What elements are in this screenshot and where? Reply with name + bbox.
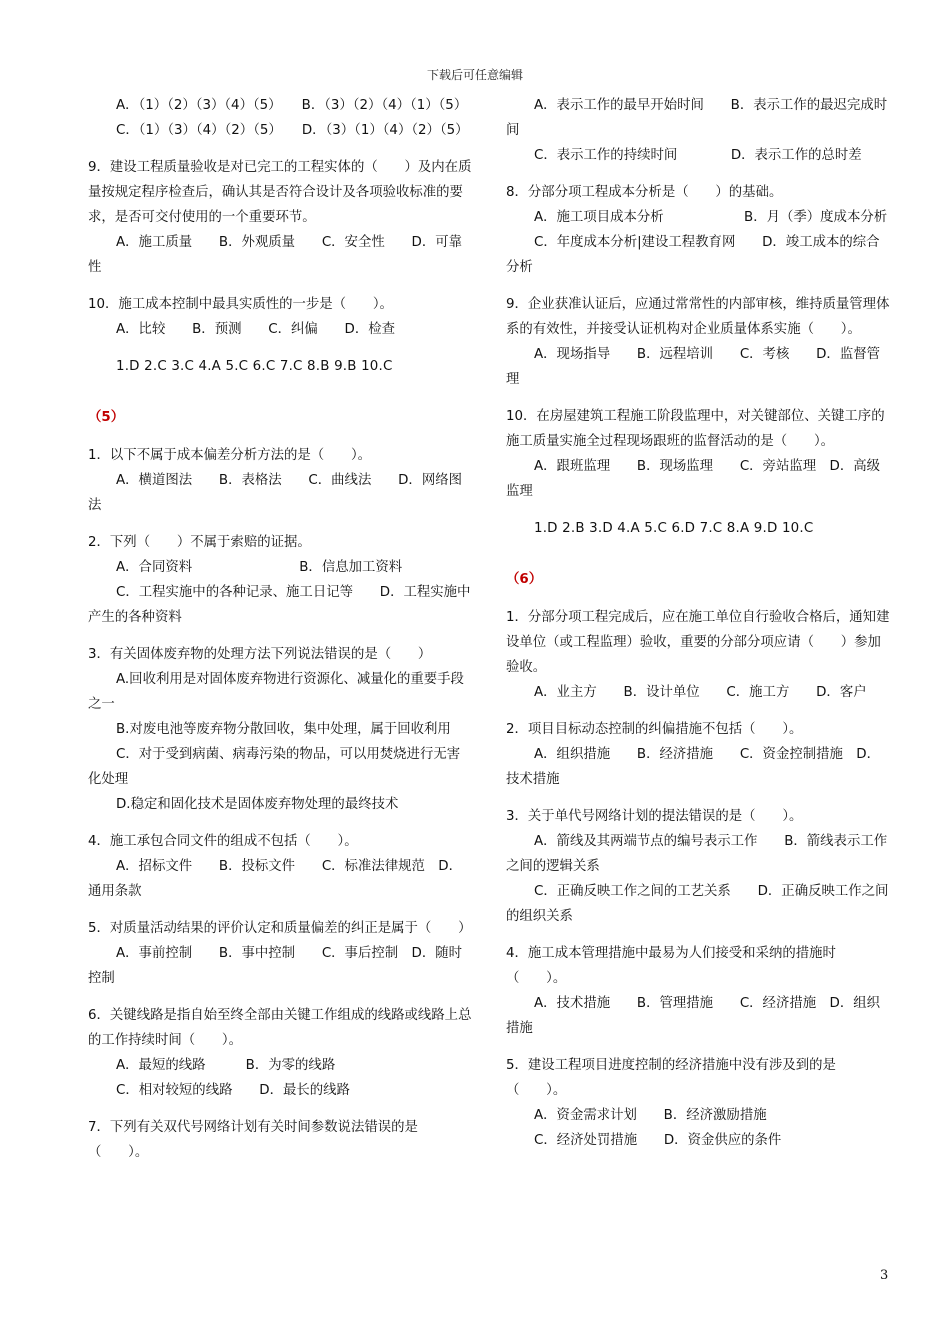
option-line: A．施工项目成本分析 B．月（季）度成本分析 <box>534 210 888 225</box>
option-line: A．表示工作的最早开始时间 B．表示工作的最迟完成时间 <box>506 98 888 138</box>
option-line: A．招标文件 B．投标文件 C．标准法律规范 D．通用条款 <box>88 859 462 900</box>
s6-question-1 <box>506 605 892 705</box>
s5-question-4 <box>88 829 472 904</box>
question-9 <box>88 155 472 280</box>
option-line: A．合同资料 B．信息加工资料 <box>116 560 403 576</box>
right-column <box>506 93 892 1165</box>
page-number: 3 <box>880 1268 889 1283</box>
option-line: C．表示工作的持续时间 D．表示工作的总时差 <box>534 148 862 163</box>
question-stem: 9．企业获准认证后，应通过常常性的内部审核，维持质量管理体系的有效性，并接受认证机构对企业质量体系实施（ ）。 <box>506 297 890 337</box>
question-stem: 3．关于单代号网络计划的提法错误的是（ ）。 <box>506 809 803 825</box>
question-stem: 7．下列有关双代号网络计划有关时间参数说法错误的是（ ）。 <box>88 1120 418 1161</box>
section-heading-5: （5） <box>88 410 125 425</box>
s6-question-4 <box>506 941 892 1041</box>
s5-question-9 <box>506 292 892 392</box>
section-heading-6: （6） <box>506 572 543 587</box>
s5-question-7 <box>88 1115 472 1165</box>
question-stem: 8．分部分项工程成本分析是（ ）的基础。 <box>506 185 783 200</box>
s5-question-1 <box>88 443 472 518</box>
option-line: A．业主方 B．设计单位 C．施工方 D．客户 <box>534 685 867 701</box>
s5-question-7-options <box>506 93 892 168</box>
option-a: A.回收利用是对固体废弃物进行资源化、减量化的重要手段之一 <box>88 672 464 713</box>
question-stem: 2．下列（ ）不属于索赔的证据。 <box>88 535 311 551</box>
question-stem: 10．在房屋建筑工程施工阶段监理中，对关键部位、关键工序的施工质量实施全过程现场跟班的监督活动的是（ ）。 <box>506 409 885 449</box>
question-stem: 1．以下不属于成本偏差分析方法的是（ ）。 <box>88 448 372 464</box>
question-stem: 3．有关固体废弃物的处理方法下列说法错误的是（ ） <box>88 647 432 663</box>
option-c: C．对于受到病菌、病毒污染的物品，可以用焚烧进行无害化处理 <box>88 747 461 788</box>
option-line: C．（1）（3）（4）（2）（5） D．（3）（1）（4）（2）（5） <box>116 123 469 138</box>
option-line: A．比较 B．预测 C．纠偏 D．检查 <box>116 322 396 337</box>
option-line: C．工程实施中的各种记录、施工日记等 D．工程实施中产生的各种资料 <box>88 585 471 626</box>
option-line: A．资金需求计划 B．经济激励措施 <box>534 1108 767 1124</box>
s5-question-5 <box>88 916 472 991</box>
s5-question-6 <box>88 1003 472 1103</box>
left-column <box>88 93 472 1177</box>
option-line: A．（1）（2）（3）（4）（5） B．（3）（2）（4）（1）（5） <box>116 98 468 113</box>
option-line: C．年度成本分析|建设工程教育网 D．竣工成本的综合分析 <box>506 235 880 275</box>
option-line: A．最短的线路 B．为零的线路 <box>116 1058 336 1074</box>
answer-key-5: 1.D 2.B 3.D 4.A 5.C 6.D 7.C 8.A 9.D 10.C <box>534 521 814 536</box>
question-10 <box>88 292 472 342</box>
option-line: A．现场指导 B．远程培训 C．考核 D．监督管理 <box>506 347 880 387</box>
s5-question-3 <box>88 642 472 817</box>
question-stem: 1．分部分项工程完成后，应在施工单位自行验收合格后，通知建设单位（或工程监理）验收，重要的分部分项应请（ ）参加验收。 <box>506 610 890 676</box>
question-stem: 5．建设工程项目进度控制的经济措施中没有涉及到的是（ ）。 <box>506 1058 836 1099</box>
answer-key-4: 1.D 2.C 3.C 4.A 5.C 6.C 7.C 8.B 9.B 10.C <box>116 359 393 374</box>
question-8-options <box>88 93 472 143</box>
question-stem: 10．施工成本控制中最具实质性的一步是（ ）。 <box>88 297 393 312</box>
s6-question-2 <box>506 717 892 792</box>
option-line: A．箭线及其两端节点的编号表示工作 B．箭线表示工作之间的逻辑关系 <box>506 834 888 875</box>
s5-question-10 <box>506 404 892 504</box>
option-line: A．横道图法 B．表格法 C．曲线法 D．网络图法 <box>88 473 462 514</box>
question-stem: 9．建设工程质量验收是对已完工的工程实体的（ ）及内在质量按规定程序检查后，确认其是否符合设计及各项验收标准的要求，是否可交付使用的一个重要环节。 <box>88 160 472 225</box>
option-line: A．技术措施 B．管理措施 C．经济措施 D．组织措施 <box>506 996 880 1037</box>
option-b: B.对废电池等废弃物分散回收，集中处理，属于回收利用 <box>116 722 451 738</box>
option-line: C．相对较短的线路 D．最长的线路 <box>116 1083 350 1099</box>
option-line: C．正确反映工作之间的工艺关系 D．正确反映工作之间的组织关系 <box>506 884 889 925</box>
option-line: A．施工质量 B．外观质量 C．安全性 D．可靠性 <box>88 235 462 275</box>
option-line: A．组织措施 B．经济措施 C．资金控制措施 D．技术措施 <box>506 747 880 788</box>
question-stem: 4．施工成本管理措施中最易为人们接受和采纳的措施时（ ）。 <box>506 946 836 987</box>
question-stem: 6．关键线路是指自始至终全部由关键工作组成的线路或线路上总的工作持续时间（ ）。 <box>88 1008 472 1049</box>
option-line: A．跟班监理 B．现场监理 C．旁站监理 D．高级监理 <box>506 459 880 499</box>
s6-question-3 <box>506 804 892 929</box>
question-stem: 4．施工承包合同文件的组成不包括（ ）。 <box>88 834 358 850</box>
s6-question-5 <box>506 1053 892 1153</box>
question-stem: 2．项目目标动态控制的纠偏措施不包括（ ）。 <box>506 722 803 738</box>
option-d: D.稳定和固化技术是固体废弃物处理的最终技术 <box>116 797 399 813</box>
page-header: 下载后可任意编辑 <box>426 68 523 82</box>
s5-question-8 <box>506 180 892 280</box>
option-line: C．经济处罚措施 D．资金供应的条件 <box>534 1133 782 1149</box>
question-stem: 5．对质量活动结果的评价认定和质量偏差的纠正是属于（ ） <box>88 921 472 937</box>
s5-question-2 <box>88 530 472 630</box>
option-line: A．事前控制 B．事中控制 C．事后控制 D．随时控制 <box>88 946 462 987</box>
